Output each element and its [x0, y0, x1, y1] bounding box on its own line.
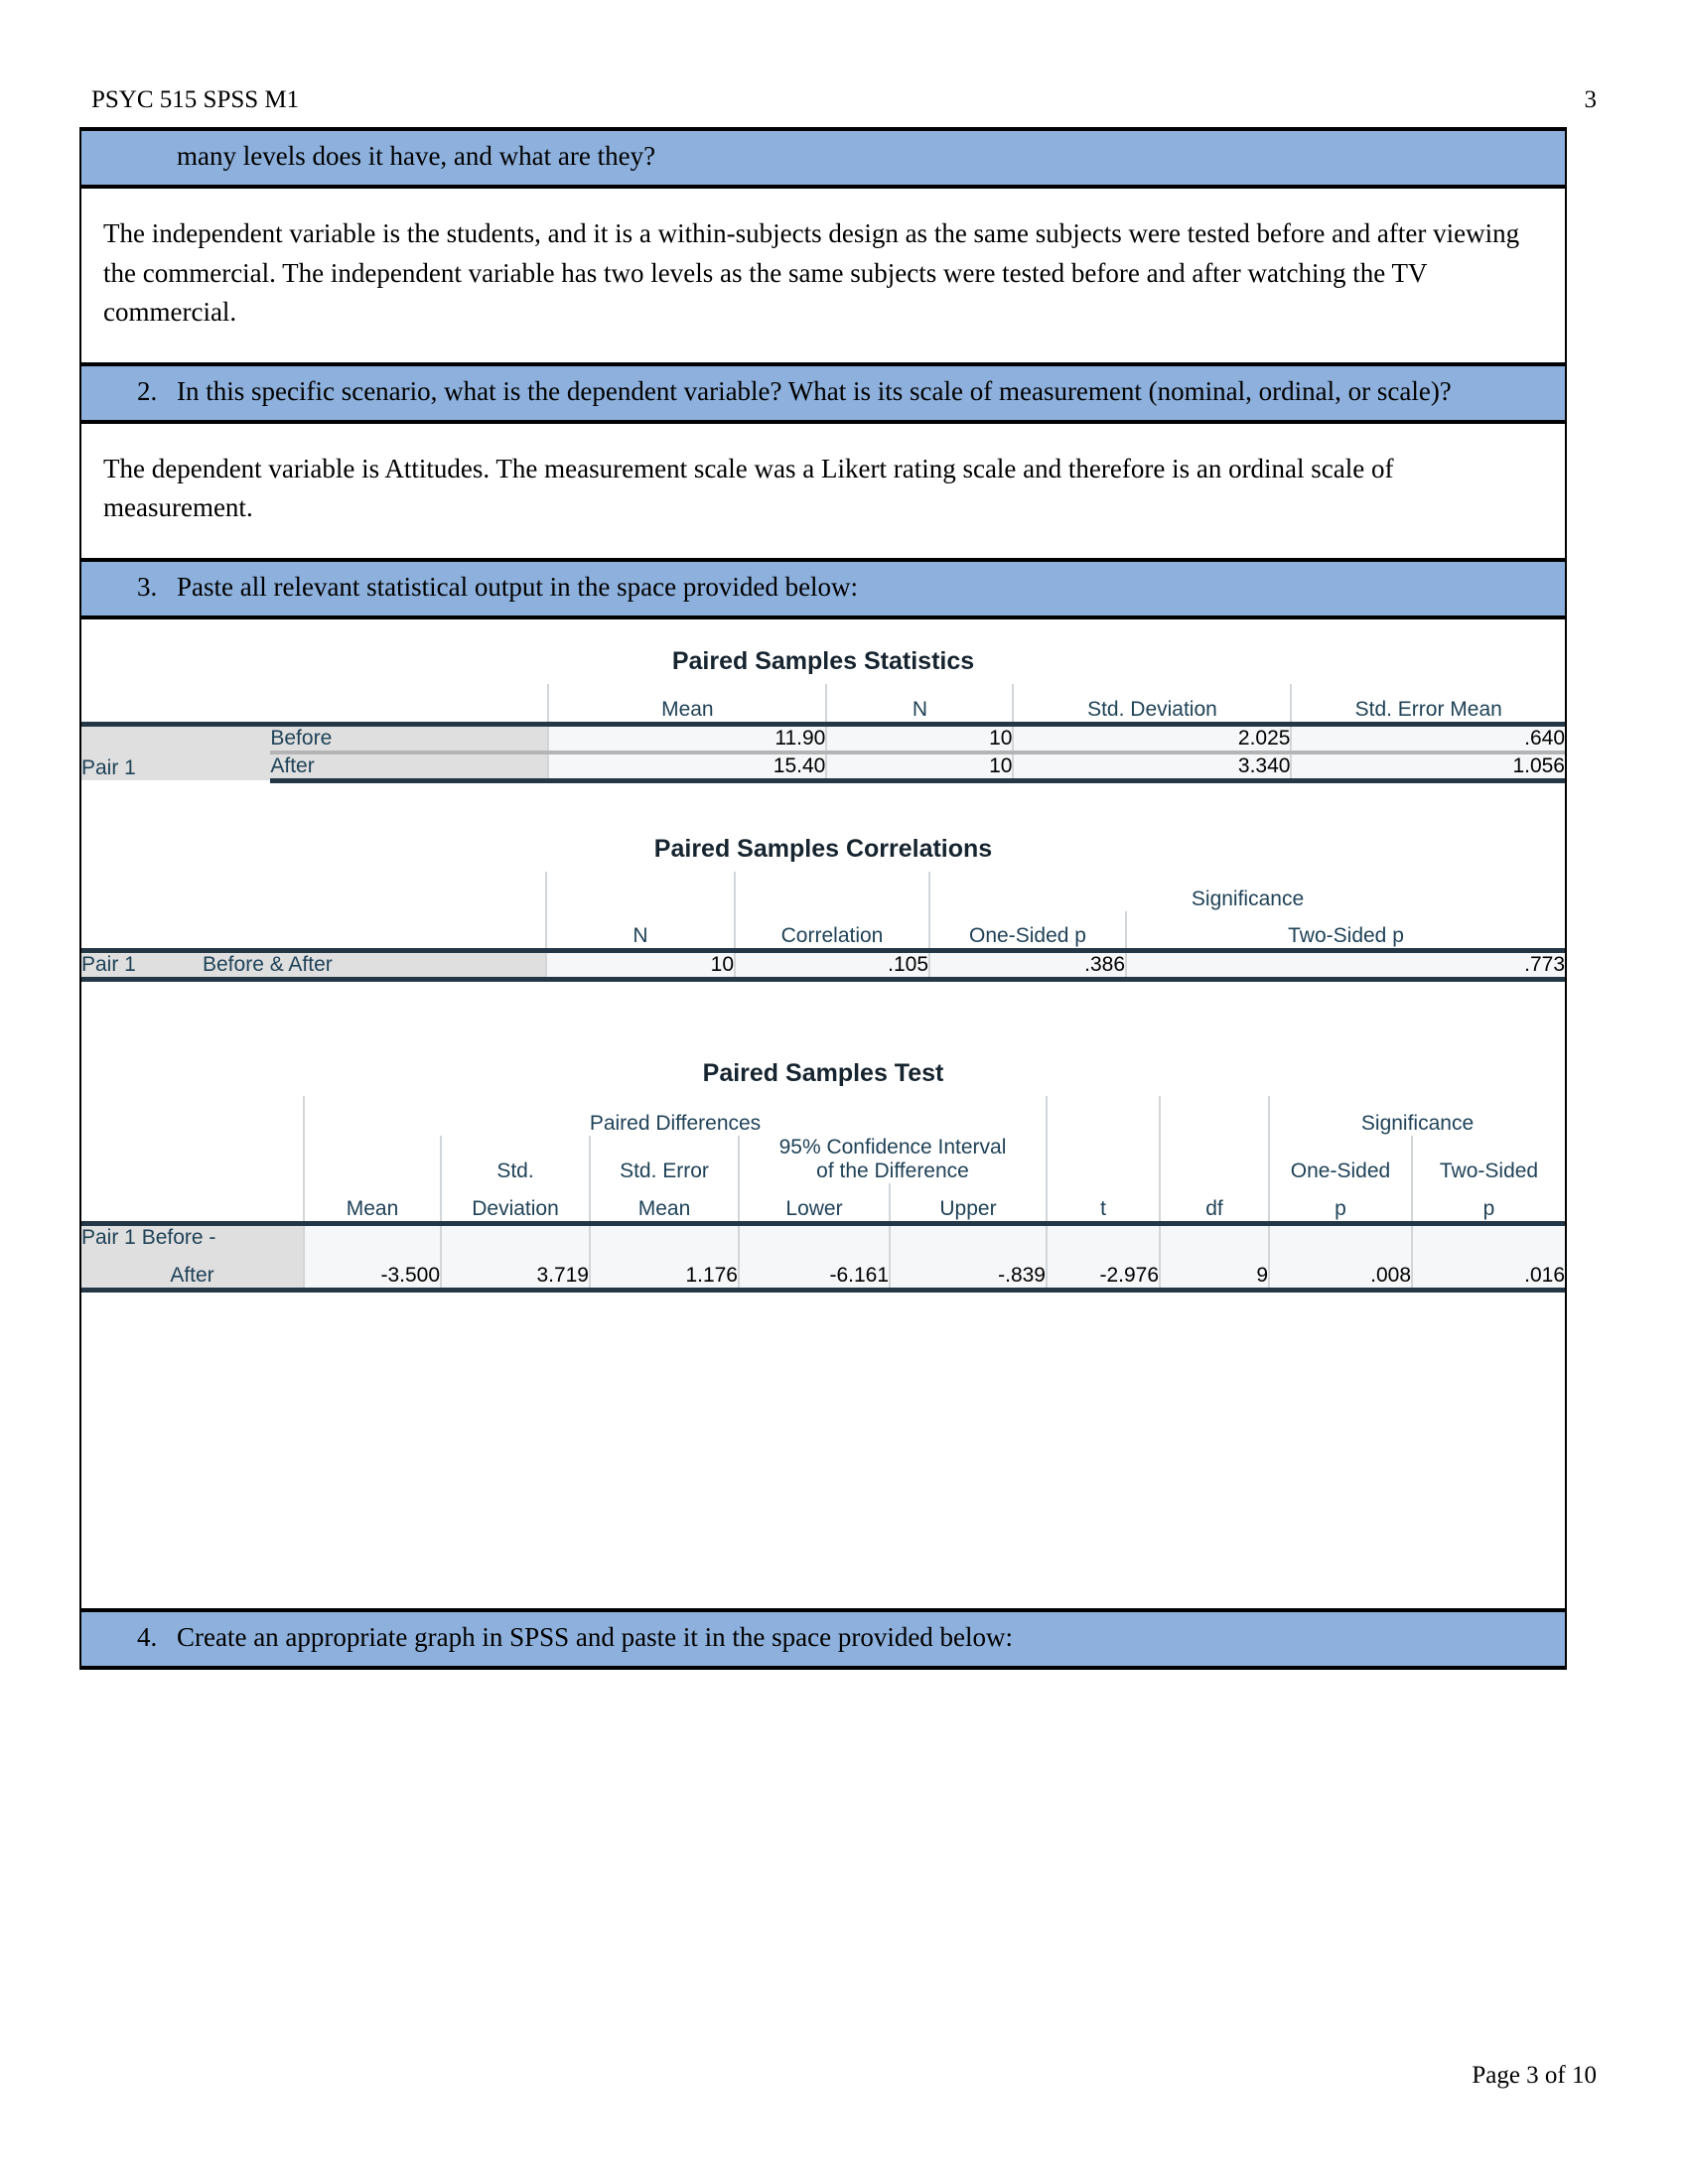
- question-3-number: 3.: [137, 571, 158, 602]
- empty-header-cell: [81, 1136, 304, 1183]
- answer-2-text: The dependent variable is Attitudes. The measurement scale was a Likert rating scale and therefore is an ordinal scale of measurement.: [103, 453, 1394, 523]
- table-row: [81, 724, 1565, 752]
- question-1-continuation-bar: [81, 127, 1565, 189]
- course-title: PSYC 515 SPSS M1: [91, 86, 300, 113]
- column-header-std-line1: Std.: [441, 1136, 590, 1183]
- paired-samples-correlations-table: [81, 872, 1565, 983]
- spss-output-area: [81, 619, 1565, 1608]
- row-label-pair-1: Pair 1: [81, 951, 203, 980]
- cell-before-n: 10: [826, 724, 1013, 752]
- column-header-std-deviation: Std. Deviation: [1013, 684, 1291, 724]
- paired-samples-test-title: Paired Samples Test: [702, 1059, 944, 1088]
- question-2-text: In this specific scenario, what is the dependent variable? What is its scale of measurement (nominal, ordinal, or scale)?: [177, 375, 1452, 406]
- paired-samples-correlations-block: [81, 835, 1565, 983]
- column-header-n: N: [546, 911, 735, 951]
- table-header-row: [81, 1136, 1565, 1183]
- cell-after-n: 10: [826, 752, 1013, 781]
- table-row: [81, 752, 1565, 781]
- question-2-number: 2.: [137, 375, 158, 406]
- blank-paste-space: [81, 1293, 1565, 1608]
- paired-samples-statistics-title: Paired Samples Statistics: [671, 647, 975, 676]
- empty-header-cell: [203, 911, 546, 951]
- question-1-continuation-text: many levels does it have, and what are they?: [177, 141, 656, 171]
- answer-1-text: The independent variable is the students, and it is a within-subjects design as the same subjects were tested before and after viewing the commercial. The independent variable has two levels as the same subjects were tested before and after watching the TV commercial.: [103, 218, 1520, 328]
- cell-correlation-two-sided-p: .773: [1126, 951, 1565, 980]
- table-group-header-row: [81, 872, 1565, 911]
- paired-samples-test-block: [81, 1059, 1565, 1293]
- column-header-n: N: [826, 684, 1013, 724]
- empty-header-cell: [81, 872, 203, 911]
- group-header-significance: Significance: [1269, 1096, 1565, 1136]
- empty-header-cell: [1047, 1096, 1160, 1136]
- cell-test-t: -2.976: [1047, 1223, 1160, 1290]
- empty-header-cell: [1047, 1136, 1160, 1183]
- question-3-text: Paste all relevant statistical output in the space provided below:: [177, 571, 859, 602]
- column-header-two-sided-p: p: [1412, 1183, 1565, 1223]
- cell-after-mean: 15.40: [548, 752, 826, 781]
- row-label-pair-1-before-after: [81, 1223, 304, 1290]
- column-header-std-error-line1: Std. Error: [590, 1136, 739, 1183]
- group-header-confidence-interval: [739, 1136, 1047, 1183]
- empty-header-cell: [81, 1096, 304, 1136]
- cell-test-ci-upper: -.839: [890, 1223, 1047, 1290]
- row-label-before-and-after: Before & After: [203, 951, 546, 980]
- question-4-text: Create an appropriate graph in SPSS and paste it in the space provided below:: [177, 1621, 1014, 1652]
- column-header-correlation: Correlation: [735, 911, 929, 951]
- empty-header-cell: [1160, 1136, 1269, 1183]
- column-header-two-sided-line1: Two-Sided: [1412, 1136, 1565, 1183]
- column-header-std-deviation: Deviation: [441, 1183, 590, 1223]
- cell-test-df: 9: [1160, 1223, 1269, 1290]
- table-header-row: [81, 911, 1565, 951]
- cell-before-std-error-mean: .640: [1291, 724, 1565, 752]
- column-header-one-sided-p: p: [1269, 1183, 1412, 1223]
- table-row: [81, 951, 1565, 980]
- row-label-line-1: Pair 1 Before -: [81, 1225, 216, 1249]
- question-2-bar: [81, 362, 1565, 424]
- answer-1: [81, 189, 1565, 361]
- cell-before-mean: 11.90: [548, 724, 826, 752]
- cell-after-std-deviation: 3.340: [1013, 752, 1291, 781]
- empty-header-cell: [81, 911, 203, 951]
- empty-header-cell: [81, 684, 270, 724]
- column-header-one-sided-p: One-Sided p: [929, 911, 1126, 951]
- column-header-t: t: [1047, 1183, 1160, 1223]
- column-header-std-error-mean: Std. Error Mean: [1291, 684, 1565, 724]
- empty-header-cell: [304, 1136, 441, 1183]
- paired-samples-statistics-table: [81, 684, 1565, 783]
- column-header-mean: Mean: [548, 684, 826, 724]
- empty-header-cell: [81, 1183, 304, 1223]
- cell-test-ci-lower: -6.161: [739, 1223, 890, 1290]
- cell-test-two-sided-p: .016: [1412, 1223, 1565, 1290]
- question-3-bar: [81, 558, 1565, 619]
- paired-samples-statistics-block: [81, 647, 1565, 783]
- row-label-after: After: [270, 752, 548, 781]
- empty-header-cell: [1160, 1096, 1269, 1136]
- empty-header-cell: [203, 872, 546, 911]
- page-footer: [1472, 2062, 1597, 2090]
- cell-correlation-one-sided-p: .386: [929, 951, 1126, 980]
- cell-correlation-value: .105: [735, 951, 929, 980]
- ci-line-1: 95% Confidence Interval: [778, 1136, 1007, 1160]
- row-label-pair-1: Pair 1: [81, 724, 270, 780]
- column-header-one-sided-line1: One-Sided: [1269, 1136, 1412, 1183]
- question-4-number: 4.: [137, 1621, 158, 1652]
- cell-test-std-error-mean: 1.176: [590, 1223, 739, 1290]
- cell-test-mean: -3.500: [304, 1223, 441, 1290]
- column-header-mean: Mean: [304, 1183, 441, 1223]
- empty-header-cell: [735, 872, 929, 911]
- answer-2: [81, 424, 1565, 558]
- page-footer-label: Page 3 of 10: [1472, 2062, 1597, 2089]
- cell-before-std-deviation: 2.025: [1013, 724, 1291, 752]
- table-row: [81, 1223, 1565, 1290]
- page-number: 3: [1584, 86, 1597, 113]
- empty-header-cell: [270, 684, 548, 724]
- group-header-paired-differences: Paired Differences: [304, 1096, 1047, 1136]
- row-label-line-2: After: [170, 1263, 214, 1287]
- column-header-lower: Lower: [739, 1183, 890, 1223]
- cell-correlation-n: 10: [546, 951, 735, 980]
- table-header-row: [81, 1183, 1565, 1223]
- paired-samples-correlations-title: Paired Samples Correlations: [653, 834, 993, 863]
- ci-line-2: of the Difference: [816, 1160, 969, 1183]
- cell-test-std-deviation: 3.719: [441, 1223, 590, 1290]
- empty-header-cell: [546, 872, 735, 911]
- table-header-row: [81, 684, 1565, 724]
- row-label-before: Before: [270, 724, 548, 752]
- column-header-std-error-mean: Mean: [590, 1183, 739, 1223]
- cell-after-std-error-mean: 1.056: [1291, 752, 1565, 781]
- group-header-significance: Significance: [929, 872, 1565, 911]
- paired-samples-test-table: [81, 1096, 1565, 1293]
- column-header-df: df: [1160, 1183, 1269, 1223]
- page-header: [91, 87, 1597, 112]
- table-group-header-row: [81, 1096, 1565, 1136]
- question-4-bar: [81, 1608, 1565, 1670]
- cell-test-one-sided-p: .008: [1269, 1223, 1412, 1290]
- column-header-upper: Upper: [890, 1183, 1047, 1223]
- column-header-two-sided-p: Two-Sided p: [1126, 911, 1565, 951]
- document-frame: [79, 127, 1567, 1670]
